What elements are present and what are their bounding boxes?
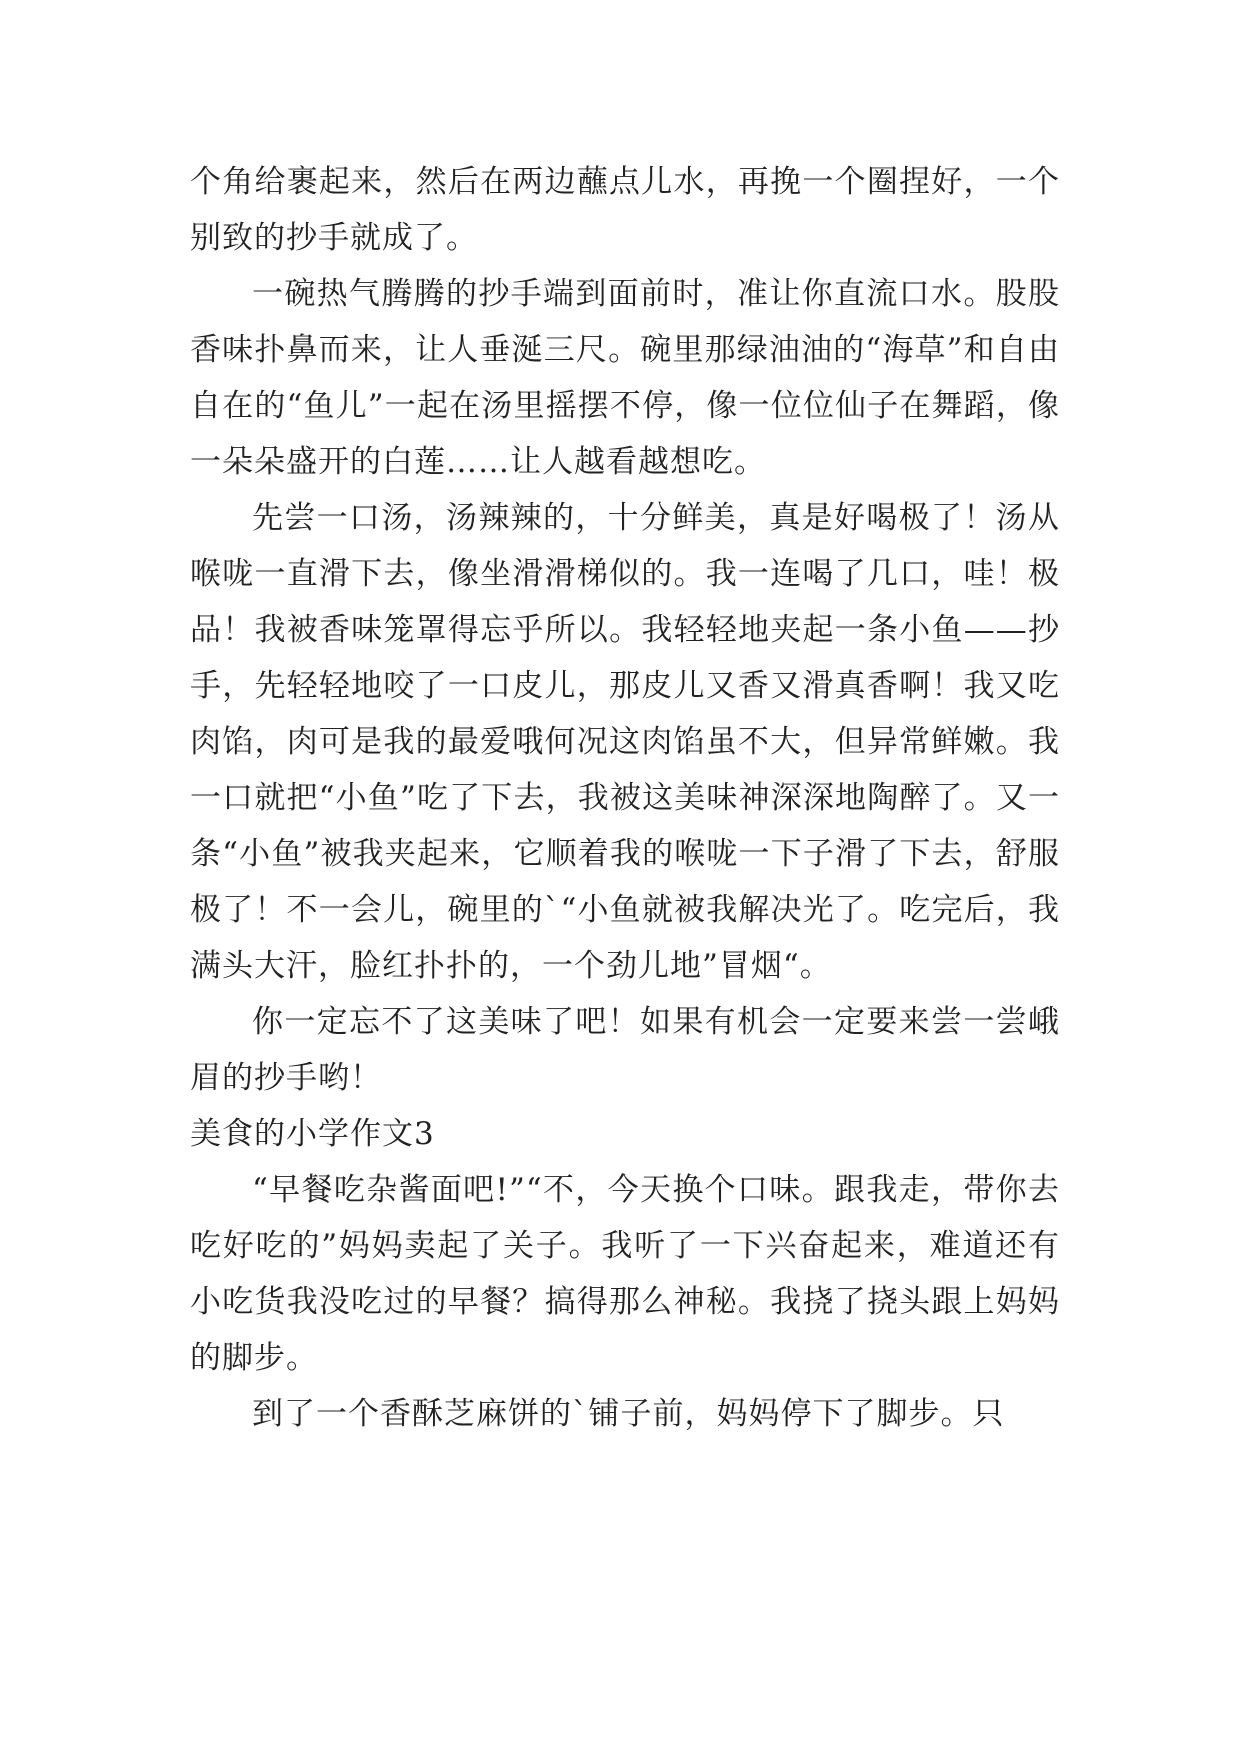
section-title: 美食的小学作文3 [190, 1116, 435, 1152]
paragraph-sesame-cake-shop: 到了一个香酥芝麻饼的`铺子前，妈妈停下了脚步。只 [252, 1396, 1005, 1432]
paragraph-conclusion: 你一定忘不了这美味了吧！如果有机会一定要来尝一尝峨眉的抄手哟！ [190, 1004, 1060, 1096]
document-page [190, 154, 1060, 1442]
paragraph-steaming-bowl: 一碗热气腾腾的抄手端到面前时，准让你直流口水。股股香味扑鼻而来，让人垂涎三尺。碗里那绿油油的“海草”和自由自在的“鱼儿”一起在汤里摇摆不停，像一位位仙子在舞蹈，像一朵朵盛开的白莲……让人越看越想吃。 [190, 276, 1060, 480]
paragraph-tasting-soup: 先尝一口汤，汤辣辣的，十分鲜美，真是好喝极了！汤从喉咙一直滑下去，像坐滑滑梯似的。我一连喝了几口，哇！极品！我被香味笼罩得忘乎所以。我轻轻地夹起一条小鱼——抄手，先轻轻地咬了一口皮儿，那皮儿又香又滑真香啊！我又吃肉馅，肉可是我的最爱哦何况这肉馅虽不大，但异常鲜嫩。我一口就把“小鱼”吃了下去，我被这美味神深深地陶醉了。又一条“小鱼”被我夹起来，它顺着我的喉咙一下子滑了下去，舒服极了！不一会儿，碗里的`“小鱼就被我解决光了。吃完后，我满头大汗，脸红扑扑的，一个劲儿地”冒烟“。 [190, 500, 1060, 984]
paragraph-breakfast-dialogue: “早餐吃杂酱面吧!”“不，今天换个口味。跟我走，带你去吃好吃的”妈妈卖起了关子。我听了一下兴奋起来，难道还有小吃货我没吃过的早餐？搞得那么神秘。我挠了挠头跟上妈妈的脚步。 [190, 1172, 1060, 1376]
paragraph-wrapping-chaoshou: 个角给裹起来，然后在两边蘸点儿水，再挽一个圈捏好，一个别致的抄手就成了。 [190, 164, 1060, 256]
